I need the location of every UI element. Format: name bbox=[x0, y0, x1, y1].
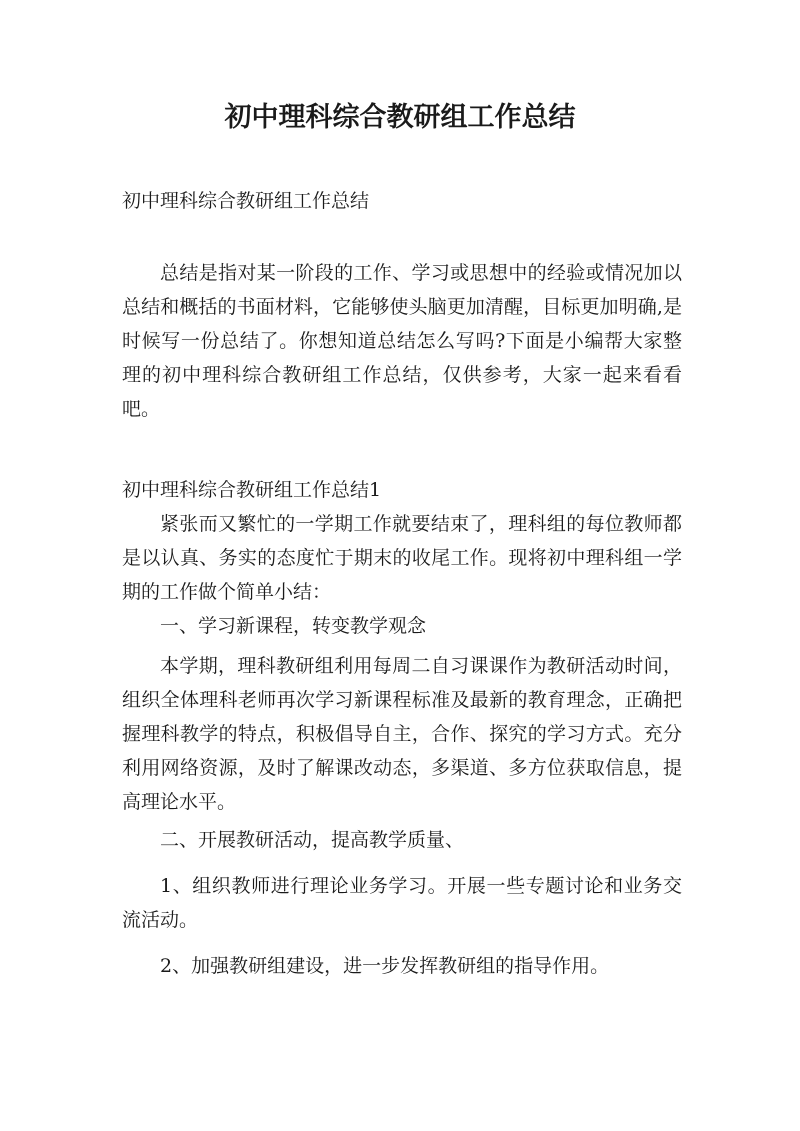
body-paragraph: 2、加强教研组建设，进一步发挥教研组的指导作用。 bbox=[160, 955, 610, 977]
section-heading-1: 一、学习新课程，转变教学观念 bbox=[160, 615, 427, 637]
body-paragraph: 紧张而又繁忙的一学期工作就要结束了，理科组的每位教师都是以认真、务实的态度忙于期末的收尾工作。现将初中理科组一学期的工作做个简单小结： bbox=[122, 513, 682, 603]
section-title: 初中理科综合教研组工作总结1 bbox=[122, 479, 382, 501]
section-heading-2: 二、开展教研活动，提高教学质量、 bbox=[160, 829, 465, 851]
document-title: 初中理科综合教研组工作总结 bbox=[224, 102, 576, 133]
intro-paragraph: 总结是指对某一阶段的工作、学习或思想中的经验或情况加以总结和概括的书面材料，它能够使头脑更加清醒，目标更加明确,是时候写一份总结了。你想知道总结怎么写吗?下面是小编帮大家整理的初中理科综合教研组工作总结，仅供参考，大家一起来看看吧。 bbox=[122, 262, 682, 420]
body-paragraph: 本学期，理科教研组利用每周二自习课课作为教研活动时间，组织全体理科老师再次学习新课程标准及最新的教育理念，正确把握理科教学的特点，积极倡导自主，合作、探究的学习方式。充分利用网络资源，及时了解课改动态，多渠道、多方位获取信息，提高理论水平。 bbox=[122, 655, 682, 813]
body-paragraph: 1、组织教师进行理论业务学习。开展一些专题讨论和业务交流活动。 bbox=[122, 875, 682, 931]
document-body bbox=[122, 184, 682, 983]
document-subtitle: 初中理科综合教研组工作总结 bbox=[122, 190, 370, 212]
